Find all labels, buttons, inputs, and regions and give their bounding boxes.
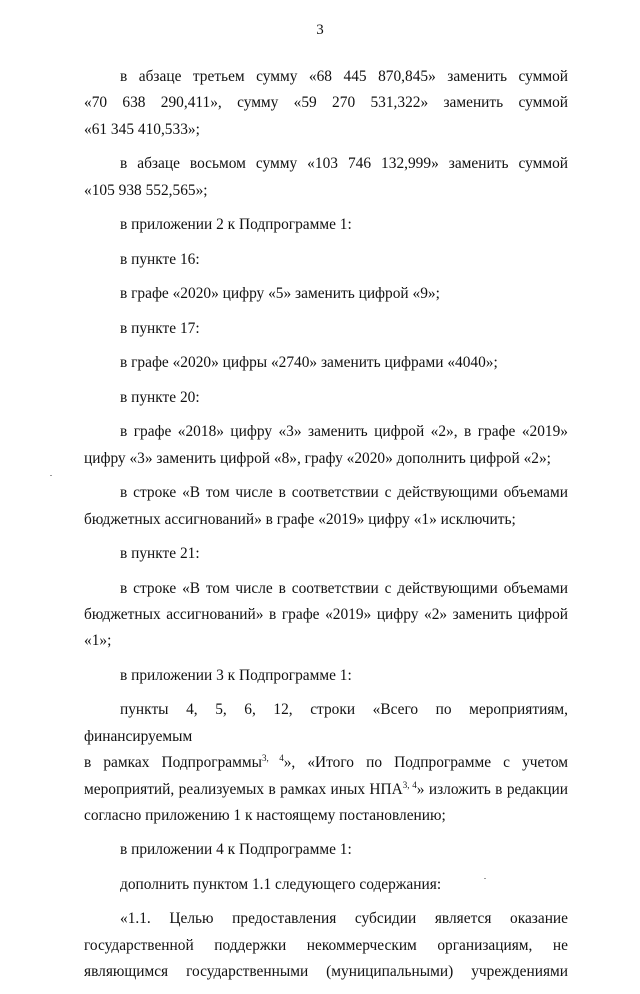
paragraph-line: в пункте 21: [120, 545, 200, 563]
paragraph [84, 350, 568, 376]
paragraph-text: пункты 4, 5, 6, 12, строки «Всего по мероприятиям, финансируемым [84, 701, 568, 745]
paragraph-text: », «Итого по Подпрограмме с учетом [283, 754, 569, 772]
paragraph-line: в строке «В том числе в соответствии с действующими объемами [120, 484, 568, 502]
paragraph [84, 316, 568, 342]
paragraph-line: «1.1. Целью предоставления субсидии является оказание [120, 910, 568, 928]
paragraph-line: «105 938 552,565»; [84, 181, 208, 199]
paragraph-line: в пункте 17: [120, 319, 200, 337]
paragraph [84, 212, 568, 238]
paragraph-line: «61 345 410,533»; [84, 120, 200, 138]
paragraph [84, 541, 568, 567]
paragraph [84, 64, 568, 143]
paragraph [84, 480, 568, 533]
paragraph [84, 872, 568, 898]
paragraph [84, 385, 568, 411]
document-body [84, 64, 568, 994]
paragraph-line: в абзаце третьем сумму «68 445 870,845» заменить суммой [120, 68, 568, 85]
scan-speck [50, 475, 52, 476]
paragraph [84, 151, 568, 204]
paragraph-line: «1»; [84, 632, 112, 650]
paragraph [84, 906, 568, 985]
footnote-reference: 3, 4 [402, 779, 417, 790]
paragraph [84, 419, 568, 472]
paragraph-line: в пункте 20: [120, 388, 200, 406]
paragraph-line: являющимся государственными (муниципальными) учреждениями [84, 963, 568, 981]
paragraph-line: в графе «2020» цифру «5» заменить цифрой «9»; [120, 285, 440, 303]
paragraph-line: дополнить пунктом 1.1 следующего содержания: [120, 875, 442, 893]
paragraph-line: в графе «2020» цифры «2740» заменить цифрами «4040»; [120, 354, 498, 372]
paragraph-line: в абзаце восьмом сумму «103 746 132,999» заменить суммой [120, 155, 568, 173]
paragraph-line: в приложении 3 к Подпрограмме 1: [120, 666, 352, 684]
paragraph-line: бюджетных ассигнований» в графе «2019» цифру «2» заменить цифрой [84, 605, 568, 623]
paragraph-text: согласно приложению 1 к настоящему постановлению; [84, 806, 446, 824]
paragraph-line: в строке «В том числе в соответствии с действующими объемами [120, 579, 568, 597]
paragraph-text: в рамках Подпрограммы [84, 754, 262, 772]
paragraph [84, 697, 568, 829]
paragraph [84, 281, 568, 307]
paragraph [84, 663, 568, 689]
paragraph-text: » изложить в редакции [416, 780, 568, 798]
page-number: 3 [316, 22, 324, 38]
paragraph-line: в приложении 2 к Подпрограмме 1: [120, 216, 352, 234]
paragraph-text: мероприятий, реализуемых в рамках иных НПА [84, 780, 403, 798]
paragraph [84, 247, 568, 273]
scan-speck [484, 878, 486, 879]
paragraph [84, 837, 568, 863]
paragraph-line: в пункте 16: [120, 250, 200, 268]
paragraph-line: государственной поддержки некоммерческим организациям, не [84, 936, 568, 954]
paragraph-line: цифру «3» заменить цифрой «8», графу «2020» дополнить цифрой «2»; [84, 449, 551, 467]
paragraph-line: в приложении 4 к Подпрограмме 1: [120, 841, 352, 859]
footnote-reference: 3, 4 [261, 753, 284, 764]
paragraph-line: «70 638 290,411», сумму «59 270 531,322» заменить суммой [84, 94, 568, 112]
paragraph-line: бюджетных ассигнований» в графе «2019» цифру «1» исключить; [84, 510, 516, 528]
paragraph [84, 576, 568, 655]
paragraph-line: в графе «2018» цифру «3» заменить цифрой «2», в графе «2019» [120, 423, 568, 441]
